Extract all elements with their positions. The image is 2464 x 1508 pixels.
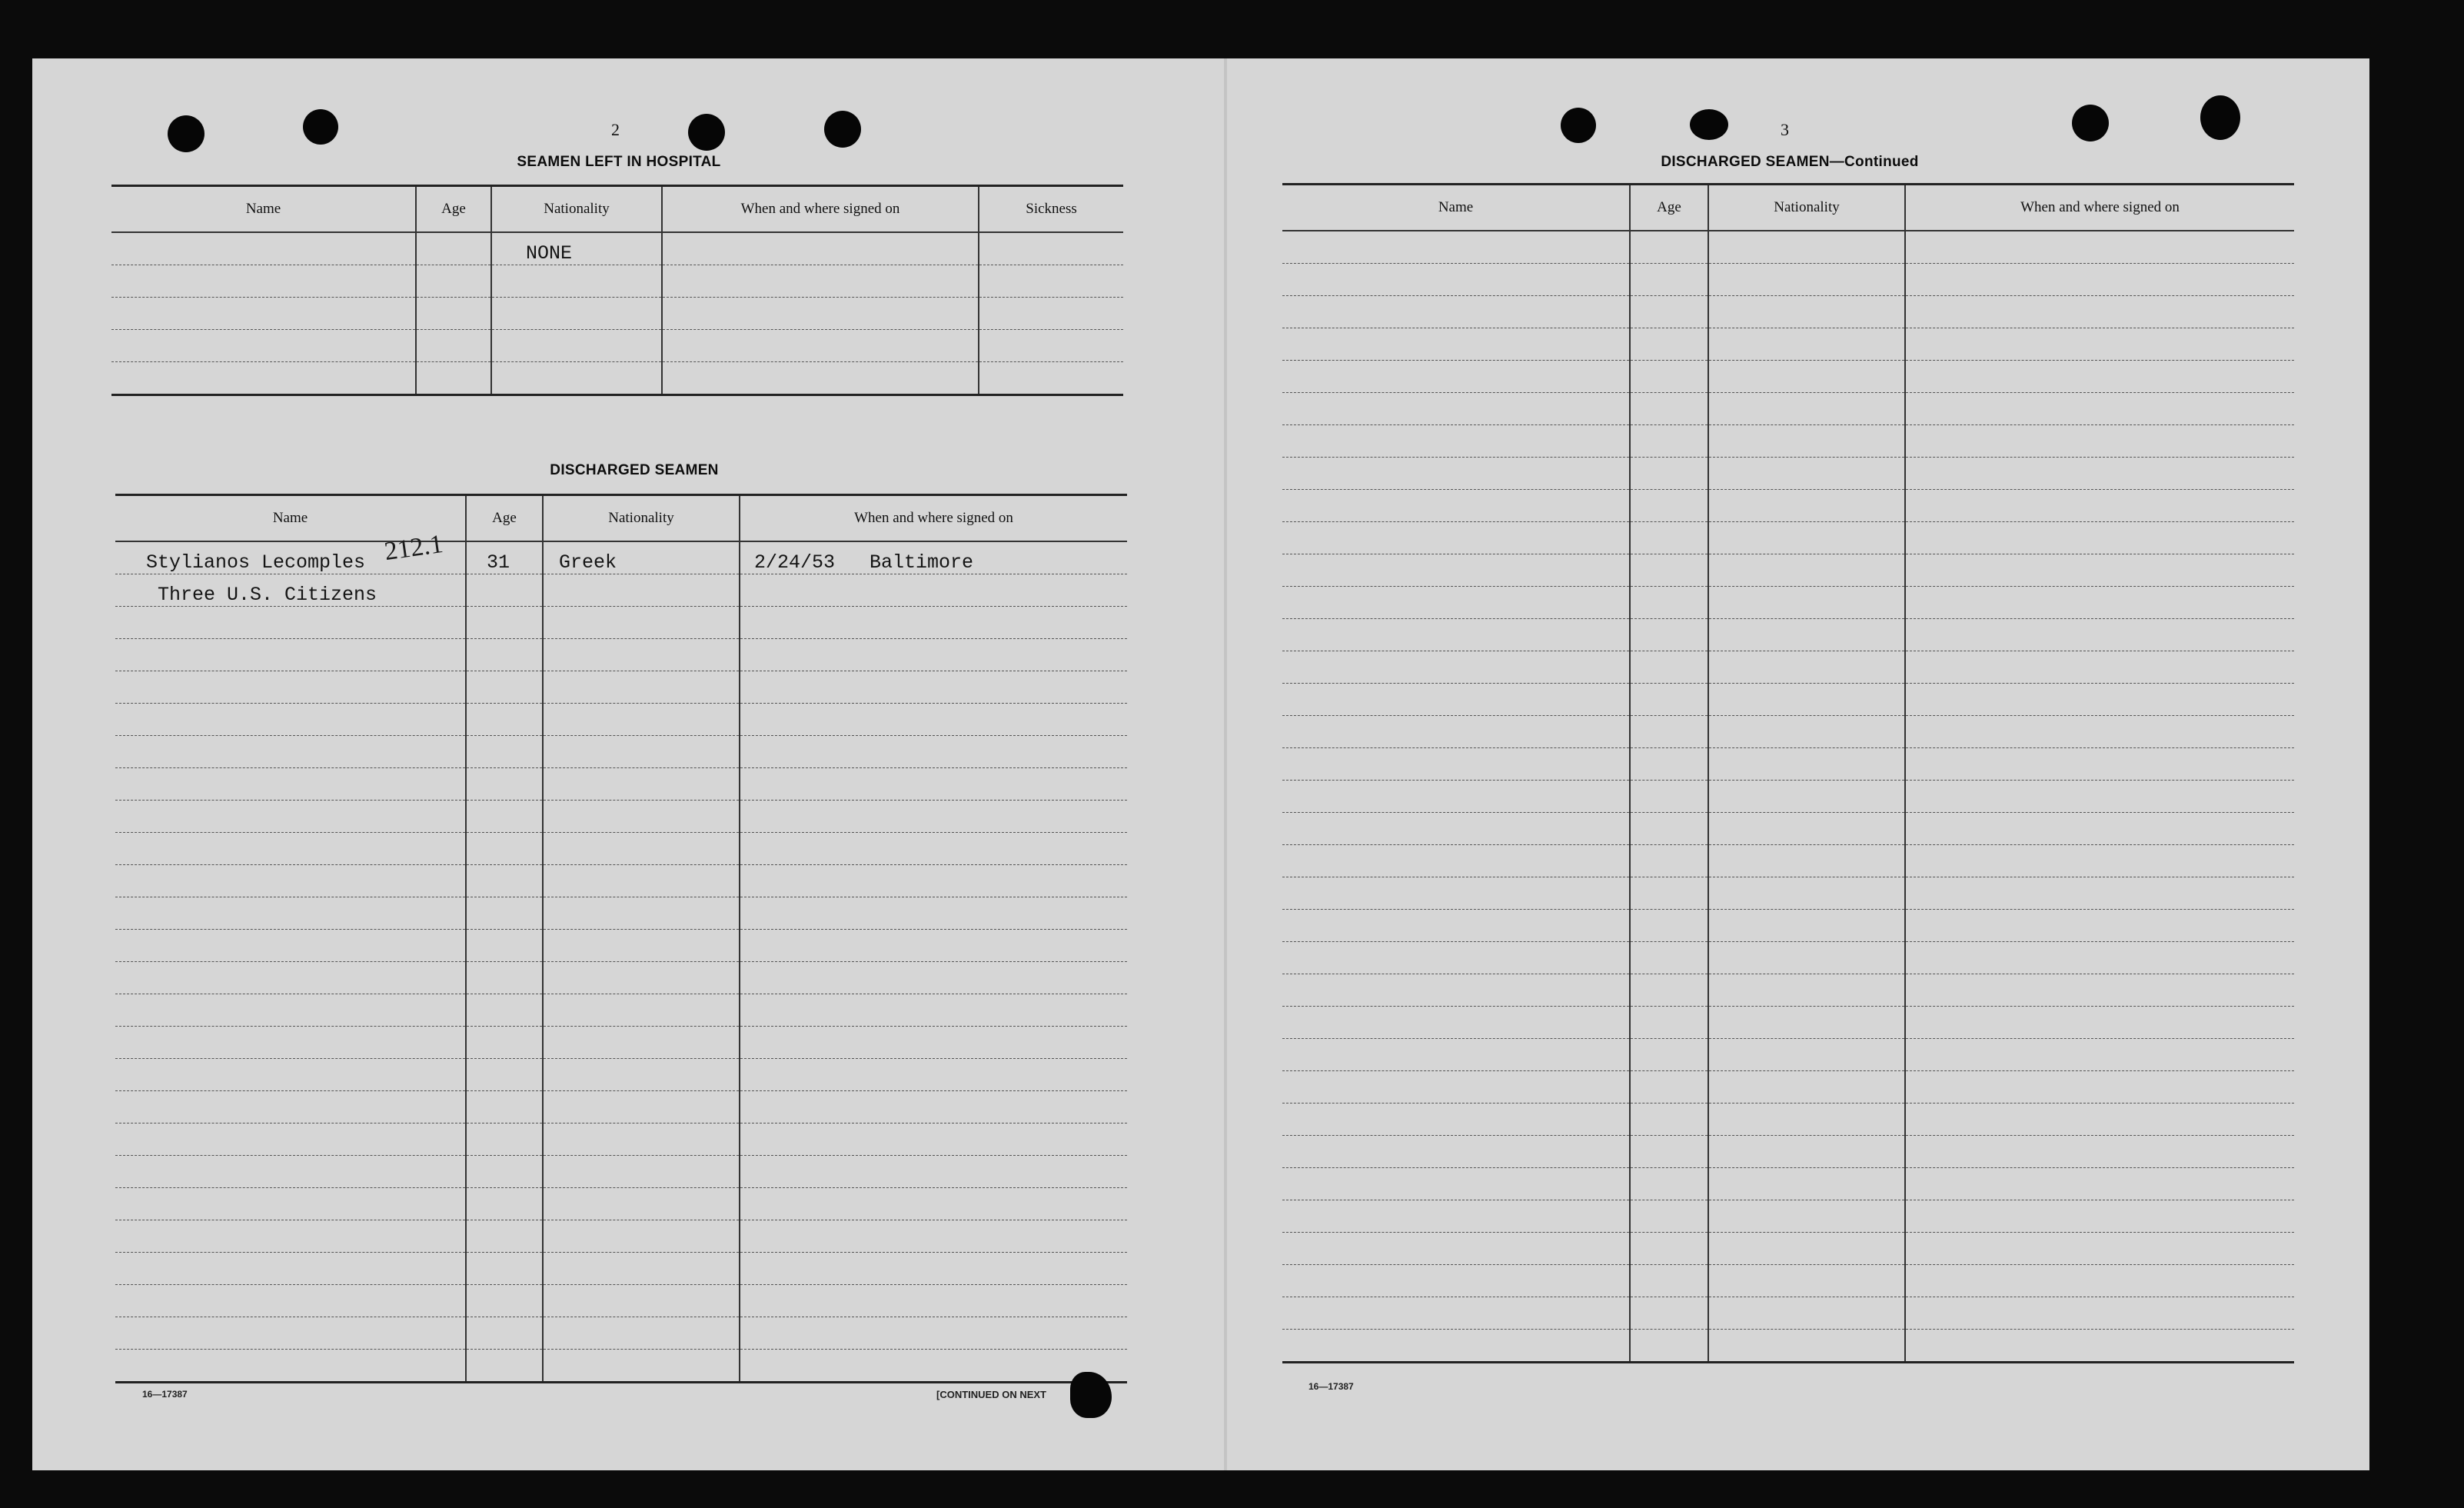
discharged-header-row xyxy=(115,495,1127,542)
punch-hole-icon xyxy=(824,111,861,148)
hospital-header-row xyxy=(111,186,1123,233)
table-row xyxy=(115,930,1127,962)
table-row xyxy=(1282,425,2294,458)
table-row xyxy=(111,232,1123,265)
hospital-section-title: SEAMEN LEFT IN HOSPITAL xyxy=(517,154,721,170)
table-row xyxy=(115,639,1127,671)
column-header-name: Name xyxy=(111,186,416,233)
table-row xyxy=(1282,781,2294,813)
table-row xyxy=(115,1317,1127,1350)
table-row xyxy=(111,362,1123,395)
table-row xyxy=(115,1156,1127,1188)
form-number-right: 16—17387 xyxy=(1308,1381,1354,1392)
seaman-signed-on-cell xyxy=(740,574,1127,607)
table-row xyxy=(1282,1039,2294,1071)
hospital-nationality-cell: NONE xyxy=(491,232,662,265)
column-header-nationality: Nationality xyxy=(491,186,662,233)
table-row xyxy=(115,1350,1127,1383)
table-row xyxy=(115,897,1127,930)
table-row xyxy=(1282,942,2294,974)
table-row xyxy=(115,1220,1127,1253)
table-row xyxy=(115,865,1127,897)
table-row xyxy=(115,1285,1127,1317)
table-row xyxy=(1282,1007,2294,1039)
table-row xyxy=(1282,845,2294,877)
seaman-age-cell: 31 xyxy=(466,541,543,574)
punch-hole-icon xyxy=(168,115,205,152)
table-row xyxy=(1282,587,2294,619)
punch-hole-icon xyxy=(688,114,725,151)
column-header-sickness: Sickness xyxy=(979,186,1123,233)
column-header-age: Age xyxy=(466,495,543,542)
hospital-table xyxy=(111,185,1123,396)
seaman-signed-on-cell: 2/24/53 Baltimore xyxy=(740,541,1127,574)
table-row xyxy=(115,607,1127,639)
table-row xyxy=(111,330,1123,362)
table-row xyxy=(1282,910,2294,942)
table-row xyxy=(1282,1200,2294,1233)
table-row xyxy=(115,994,1127,1027)
table-row xyxy=(1282,554,2294,587)
column-header-signed-on: When and where signed on xyxy=(740,495,1127,542)
table-row xyxy=(115,1188,1127,1220)
seaman-nationality-cell xyxy=(543,574,740,607)
continued-label: [CONTINUED ON NEXT xyxy=(936,1389,1046,1400)
table-row xyxy=(1282,264,2294,296)
form-number-left: 16—17387 xyxy=(142,1389,188,1400)
table-row xyxy=(115,574,1127,607)
table-row xyxy=(1282,684,2294,716)
table-row xyxy=(1282,974,2294,1007)
table-row xyxy=(1282,716,2294,748)
table-row xyxy=(1282,1265,2294,1297)
table-row xyxy=(1282,651,2294,684)
table-row xyxy=(1282,328,2294,361)
table-row xyxy=(115,768,1127,801)
column-header-signed-on: When and where signed on xyxy=(662,186,979,233)
seaman-name-cell: Stylianos Lecomples xyxy=(115,541,466,574)
hospital-signed-on-cell xyxy=(662,232,979,265)
table-row xyxy=(1282,458,2294,490)
table-row xyxy=(1282,1104,2294,1136)
table-row xyxy=(1282,1071,2294,1104)
table-row xyxy=(115,671,1127,704)
discharged-continued-header-row xyxy=(1282,185,2294,231)
table-row xyxy=(1282,393,2294,425)
punch-hole-icon xyxy=(1690,109,1728,140)
table-row xyxy=(1282,522,2294,554)
table-row xyxy=(1282,877,2294,910)
seaman-nationality-cell: Greek xyxy=(543,541,740,574)
table-row xyxy=(115,962,1127,994)
table-row xyxy=(1282,813,2294,845)
table-row xyxy=(1282,619,2294,651)
table-row xyxy=(111,298,1123,330)
table-row xyxy=(115,1059,1127,1091)
seaman-age-cell xyxy=(466,574,543,607)
table-row xyxy=(1282,1233,2294,1265)
seaman-name-cell: Three U.S. Citizens xyxy=(115,574,466,607)
punch-hole-icon xyxy=(1561,108,1596,143)
table-row xyxy=(115,833,1127,865)
table-row xyxy=(1282,296,2294,328)
table-row xyxy=(115,736,1127,768)
table-row xyxy=(1282,1136,2294,1168)
table-row xyxy=(1282,1297,2294,1330)
column-header-name: Name xyxy=(115,495,466,542)
discharged-continued-table xyxy=(1282,183,2294,1363)
table-row xyxy=(115,801,1127,833)
table-row xyxy=(1282,490,2294,522)
punch-hole-icon xyxy=(2200,95,2240,140)
page-fold xyxy=(1224,58,1227,1470)
punch-hole-icon xyxy=(303,109,338,145)
column-header-name: Name xyxy=(1282,185,1630,231)
table-row xyxy=(115,1253,1127,1285)
table-row xyxy=(115,541,1127,574)
handwritten-margin-note: 212.1 xyxy=(382,529,445,567)
table-row xyxy=(1282,748,2294,781)
column-header-age: Age xyxy=(1630,185,1708,231)
table-row xyxy=(1282,1330,2294,1363)
punch-hole-icon xyxy=(2072,105,2109,141)
hospital-sickness-cell xyxy=(979,232,1123,265)
column-header-nationality: Nationality xyxy=(543,495,740,542)
column-header-age: Age xyxy=(416,186,491,233)
column-header-signed-on: When and where signed on xyxy=(1905,185,2294,231)
discharged-section-title: DISCHARGED SEAMEN xyxy=(550,462,719,478)
hospital-name-cell xyxy=(111,232,416,265)
discharged-continued-title: DISCHARGED SEAMEN—Continued xyxy=(1661,154,1919,170)
table-row xyxy=(115,1027,1127,1059)
table-row xyxy=(115,1091,1127,1124)
hospital-age-cell xyxy=(416,232,491,265)
column-header-nationality: Nationality xyxy=(1708,185,1905,231)
table-row xyxy=(1282,361,2294,393)
table-row xyxy=(1282,231,2294,264)
table-row xyxy=(115,704,1127,736)
table-row xyxy=(115,1124,1127,1156)
table-row xyxy=(1282,1168,2294,1200)
table-row xyxy=(111,265,1123,298)
page-number-right: 3 xyxy=(1781,120,1789,139)
discharged-table xyxy=(115,494,1127,1383)
page-number-left: 2 xyxy=(611,120,620,139)
